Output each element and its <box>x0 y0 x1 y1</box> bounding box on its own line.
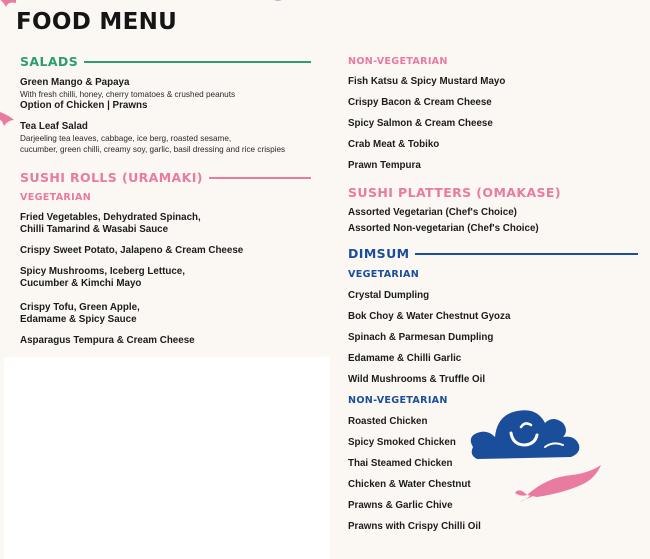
menu-item: Spinach & Parmesan Dumpling <box>348 332 494 343</box>
subheading-vegetarian: VEGETARIAN <box>348 269 420 280</box>
menu-item: Bok Choy & Water Chestnut Gyoza <box>348 311 511 322</box>
menu-item: Cucumber & Kimchi Mayo <box>20 278 142 289</box>
menu-item: Chicken & Water Chestnut <box>348 479 471 490</box>
menu-item: Spicy Smoked Chicken <box>348 437 456 448</box>
menu-item: Tea Leaf Salad <box>20 121 88 132</box>
page-title: FOOD MENU <box>16 9 178 35</box>
menu-item: Crystal Dumpling <box>348 290 430 301</box>
menu-item-description: Darjeeling tea leaves, cabbage, ice berg, roasted sesame, <box>20 134 232 143</box>
menu-item: Prawns & Garlic Chive <box>348 500 453 511</box>
section-heading-salads: SALADS <box>20 54 311 69</box>
section-heading-sushi-platters: SUSHI PLATTERS (OMAKASE) <box>348 185 561 200</box>
menu-item: Crispy Bacon & Cream Cheese <box>348 97 492 108</box>
menu-item: Edamame & Spicy Sauce <box>20 314 137 325</box>
pink-fin-decoration-icon <box>0 112 14 128</box>
menu-item: Thai Steamed Chicken <box>348 458 453 469</box>
pink-wave-decoration-icon <box>0 0 16 9</box>
subheading-non-vegetarian: NON-VEGETARIAN <box>348 56 448 67</box>
menu-item: Asparagus Tempura & Cream Cheese <box>20 335 195 346</box>
menu-item-description: cucumber, green chilli, creamy soy, garlic, basil dressing and rice crispies <box>20 145 286 154</box>
menu-item: Crispy Sweet Potato, Jalapeno & Cream Cheese <box>20 245 244 256</box>
menu-item: Fried Vegetables, Dehydrated Spinach, <box>20 212 201 223</box>
section-heading-sushi-rolls: SUSHI ROLLS (URAMAKI) <box>20 170 311 185</box>
menu-item: Spicy Mushrooms, Iceberg Lettuce, <box>20 266 185 277</box>
menu-item: Crab Meat & Tobiko <box>348 139 440 150</box>
menu-item: Edamame & Chilli Garlic <box>348 353 462 364</box>
menu-item: Chilli Tamarind & Wasabi Sauce <box>20 224 169 235</box>
menu-item: Wild Mushrooms & Truffle Oil <box>348 374 486 385</box>
menu-item-option: Option of Chicken | Prawns <box>20 100 148 111</box>
menu-item: Fish Katsu & Spicy Mustard Mayo <box>348 76 506 87</box>
blank-panel <box>4 357 330 559</box>
menu-item-description: With fresh chilli, honey, cherry tomatoes & crushed peanuts <box>20 90 236 99</box>
menu-item: Prawns with Crispy Chilli Oil <box>348 521 481 532</box>
cloud-decoration-icon <box>467 407 607 502</box>
menu-item: Prawn Tempura <box>348 160 421 171</box>
subheading-non-vegetarian: NON-VEGETARIAN <box>348 395 448 406</box>
koi-fish-decoration-icon <box>515 465 601 502</box>
menu-item: Spicy Salmon & Cream Cheese <box>348 118 493 129</box>
subheading-vegetarian: VEGETARIAN <box>20 192 92 203</box>
menu-item: Crispy Tofu, Green Apple, <box>20 302 140 313</box>
menu-item: Roasted Chicken <box>348 416 428 427</box>
blue-wave-decoration-icon <box>254 0 294 4</box>
menu-item: Assorted Non-vegetarian (Chef's Choice) <box>348 223 539 234</box>
section-heading-dimsum: DIMSUM <box>348 246 638 261</box>
menu-item: Green Mango & Papaya <box>20 77 130 88</box>
menu-item: Assorted Vegetarian (Chef's Choice) <box>348 207 517 218</box>
